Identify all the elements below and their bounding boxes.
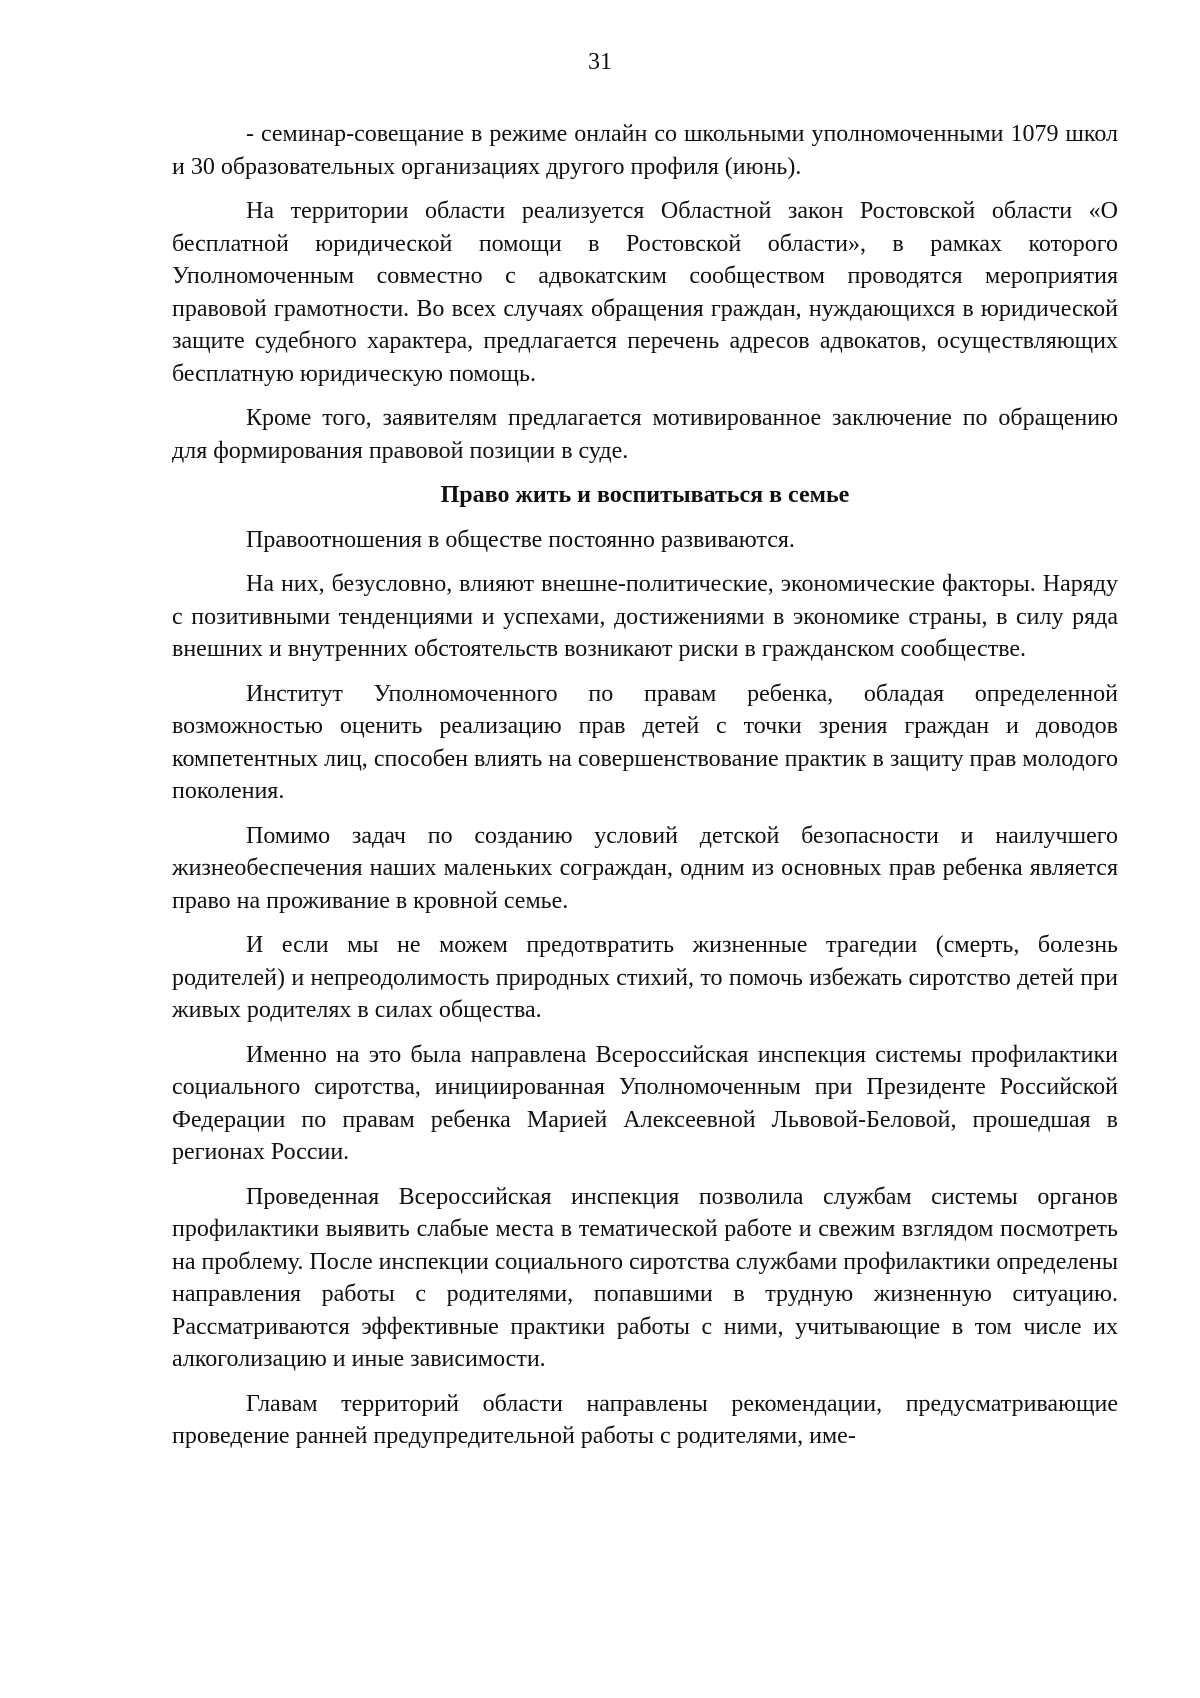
- paragraph: Проведенная Всероссийская инспекция позволила службам системы органов профилактики выявить слабые места в тематической работе и свежим взглядом посмотреть на проблему. После инспекции социального сиротства службами профилактики определены направления работы с родителями, попавшими в трудную жизненную ситуацию. Рассматриваются эффективные практики работы с ними, учитывающие в том числе их алкоголизацию и иные зависимости.: [172, 1183, 1118, 1372]
- paragraph: На территории области реализуется Областной закон Ростовской области «О бесплатной юридической помощи в Ростовской области», в рамках которого Уполномоченным совместно с адвокатским сообществом проводятся мероприятия правовой грамотности. Во всех случаях обращения граждан, нуждающихся в юридической защите судебного характера, предлагается перечень адресов адвокатов, осуществляющих бесплатную юридическую помощь.: [172, 198, 1118, 387]
- paragraph: Главам территорий области направлены рекомендации, предусматривающие проведение ранней предупредительной работы с родителями, име-: [172, 1390, 1118, 1449]
- section-heading: Право жить и воспитываться в семье: [440, 482, 850, 508]
- paragraph: Правоотношения в обществе постоянно развиваются.: [246, 526, 795, 553]
- paragraph: И если мы не можем предотвратить жизненные трагедии (смерть, болезнь родителей) и непреодолимость природных стихий, то помочь избежать сиротство детей при живых родителях в силах общества.: [172, 932, 1118, 1023]
- paragraph: На них, безусловно, влияют внешне-политические, экономические факторы. Наряду с позитивными тенденциями и успехами, достижениями в экономике страны, в силу ряда внешних и внутренних обстоятельств возникают риски в гражданском сообществе.: [172, 571, 1118, 662]
- paragraph: Институт Уполномоченного по правам ребенка, обладая определенной возможностью оценить реализацию прав детей с точки зрения граждан и доводов компетентных лиц, способен влиять на совершенствование практик в защиту прав молодого поколения.: [172, 680, 1118, 804]
- paragraph: Именно на это была направлена Всероссийская инспекция системы профилактики социального сиротства, инициированная Уполномоченным при Президенте Российской Федерации по правам ребенка Марией Алексеевной Львовой-Беловой, прошедшая в регионах России.: [172, 1041, 1118, 1165]
- page-number: 31: [588, 49, 612, 75]
- paragraph: Помимо задач по созданию условий детской безопасности и наилучшего жизнеобеспечения наших маленьких сограждан, одним из основных прав ребенка является право на проживание в кровной семье.: [172, 822, 1118, 914]
- paragraph: - семинар-совещание в режиме онлайн со школьными уполномоченными 1079 школ и 30 образовательных организациях другого профиля (июнь).: [172, 121, 1118, 180]
- document-body: [172, 118, 1118, 1453]
- paragraph: Кроме того, заявителям предлагается мотивированное заключение по обращению для формирования правовой позиции в суде.: [172, 405, 1118, 464]
